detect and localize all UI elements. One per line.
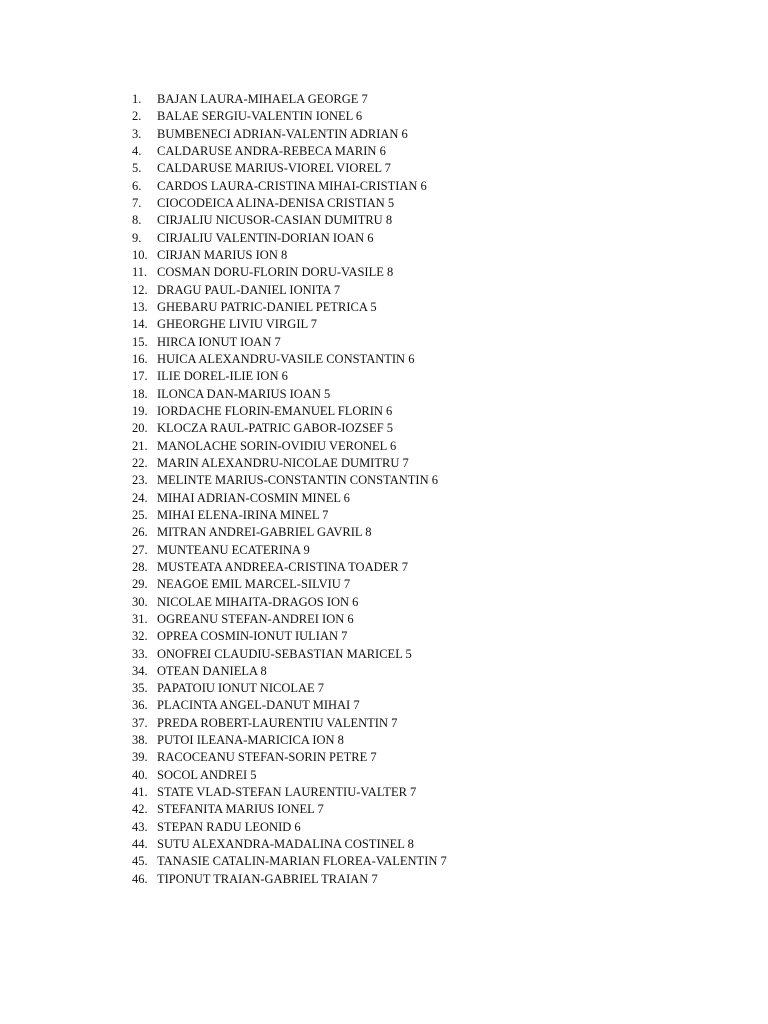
list-item <box>132 247 447 264</box>
list-item-text: RACOCEANU STEFAN-SORIN PETRE 7 <box>157 750 377 765</box>
list-item <box>132 559 447 576</box>
list-item-number: 15. <box>132 334 148 349</box>
list-item <box>132 767 447 784</box>
list-item-number: 27. <box>132 542 148 557</box>
list-item <box>132 143 447 160</box>
list-item-number: 20. <box>132 421 148 436</box>
list-item <box>132 801 447 818</box>
list-item-number: 44. <box>132 837 148 852</box>
list-item-number: 4. <box>132 143 142 158</box>
list-item-text: MARIN ALEXANDRU-NICOLAE DUMITRU 7 <box>157 455 409 470</box>
list-item <box>132 819 447 836</box>
list-item-text: MIHAI ADRIAN-COSMIN MINEL 6 <box>157 490 350 505</box>
list-item <box>132 126 447 143</box>
list-item-text: NEAGOE EMIL MARCEL-SILVIU 7 <box>157 577 351 592</box>
list-item-text: PAPATOIU IONUT NICOLAE 7 <box>157 681 325 696</box>
list-item-text: BUMBENECI ADRIAN-VALENTIN ADRIAN 6 <box>157 126 408 141</box>
list-item-number: 38. <box>132 733 148 748</box>
list-item-text: SOCOL ANDREI 5 <box>157 767 257 782</box>
list-item <box>132 628 447 645</box>
list-item-text: STEFANITA MARIUS IONEL 7 <box>157 802 324 817</box>
list-item <box>132 594 447 611</box>
list-item-text: BALAE SERGIU-VALENTIN IONEL 6 <box>157 109 363 124</box>
list-item-number: 17. <box>132 369 148 384</box>
list-item-number: 18. <box>132 386 148 401</box>
list-item <box>132 455 447 472</box>
list-item <box>132 230 447 247</box>
list-item <box>132 663 447 680</box>
list-item <box>132 403 447 420</box>
list-item-text: HUICA ALEXANDRU-VASILE CONSTANTIN 6 <box>157 351 415 366</box>
list-item-number: 2. <box>132 109 142 124</box>
list-item-text: MELINTE MARIUS-CONSTANTIN CONSTANTIN 6 <box>157 473 438 488</box>
list-item-text: TANASIE CATALIN-MARIAN FLOREA-VALENTIN 7 <box>157 854 447 869</box>
list-item-number: 11. <box>132 265 148 280</box>
list-item-number: 24. <box>132 490 148 505</box>
list-item-text: CARDOS LAURA-CRISTINA MIHAI-CRISTIAN 6 <box>157 178 427 193</box>
list-item-text: BAJAN LAURA-MIHAELA GEORGE 7 <box>157 92 368 106</box>
list-item-text: DRAGU PAUL-DANIEL IONITA 7 <box>157 282 341 297</box>
list-item-text: GHEBARU PATRIC-DANIEL PETRICA 5 <box>157 299 377 314</box>
list-item <box>132 836 447 853</box>
list-item-text: PLACINTA ANGEL-DANUT MIHAI 7 <box>157 698 360 713</box>
list-item-text: CALDARUSE MARIUS-VIOREL VIOREL 7 <box>157 161 391 176</box>
list-item-text: TIPONUT TRAIAN-GABRIEL TRAIAN 7 <box>157 871 378 886</box>
list-item-text: CIRJAN MARIUS ION 8 <box>157 247 288 262</box>
list-item <box>132 438 447 455</box>
list-item <box>132 697 447 714</box>
list-item-number: 19. <box>132 403 148 418</box>
list-item-text: HIRCA IONUT IOAN 7 <box>157 334 281 349</box>
list-item-text: OPREA COSMIN-IONUT IULIAN 7 <box>157 629 348 644</box>
list-item-number: 33. <box>132 646 148 661</box>
list-item-text: CALDARUSE ANDRA-REBECA MARIN 6 <box>157 143 386 158</box>
list-item-number: 39. <box>132 750 148 765</box>
list-item <box>132 576 447 593</box>
list-item <box>132 680 447 697</box>
list-item <box>132 542 447 559</box>
student-list <box>132 91 447 888</box>
list-item <box>132 178 447 195</box>
list-item-number: 6. <box>132 178 142 193</box>
list-item-number: 3. <box>132 126 142 141</box>
list-item <box>132 195 447 212</box>
list-item-number: 25. <box>132 507 148 522</box>
list-item-text: MUNTEANU ECATERINA 9 <box>157 542 310 557</box>
list-item-text: MIHAI ELENA-IRINA MINEL 7 <box>157 507 329 522</box>
list-item <box>132 853 447 870</box>
list-item <box>132 715 447 732</box>
list-item-number: 23. <box>132 473 148 488</box>
list-item-text: OGREANU STEFAN-ANDREI ION 6 <box>157 611 354 626</box>
list-item-text: COSMAN DORU-FLORIN DORU-VASILE 8 <box>157 265 394 280</box>
list-item-text: CIOCODEICA ALINA-DENISA CRISTIAN 5 <box>157 195 395 210</box>
list-item-text: CIRJALIU NICUSOR-CASIAN DUMITRU 8 <box>157 213 393 228</box>
list-item-text: ONOFREI CLAUDIU-SEBASTIAN MARICEL 5 <box>157 646 412 661</box>
list-item-text: MITRAN ANDREI-GABRIEL GAVRIL 8 <box>157 525 372 540</box>
list-item-number: 37. <box>132 715 148 730</box>
list-item <box>132 108 447 125</box>
list-item-number: 31. <box>132 611 148 626</box>
list-item <box>132 299 447 316</box>
list-item <box>132 749 447 766</box>
list-item <box>132 264 447 281</box>
list-item-number: 34. <box>132 663 148 678</box>
list-item-number: 43. <box>132 819 148 834</box>
list-item-number: 26. <box>132 525 148 540</box>
list-item <box>132 420 447 437</box>
list-item <box>132 316 447 333</box>
list-item <box>132 160 447 177</box>
list-item-text: IORDACHE FLORIN-EMANUEL FLORIN 6 <box>157 403 393 418</box>
list-item-number: 36. <box>132 698 148 713</box>
list-item-number: 1. <box>132 92 142 106</box>
list-item-text: SUTU ALEXANDRA-MADALINA COSTINEL 8 <box>157 837 414 852</box>
list-item <box>132 784 447 801</box>
list-item-text: ILIE DOREL-ILIE ION 6 <box>157 369 288 384</box>
list-item-number: 45. <box>132 854 148 869</box>
list-item-number: 46. <box>132 871 148 886</box>
list-item <box>132 386 447 403</box>
list-item-text: NICOLAE MIHAITA-DRAGOS ION 6 <box>157 594 359 609</box>
list-item-number: 5. <box>132 161 142 176</box>
list-item <box>132 507 447 524</box>
list-item-number: 7. <box>132 195 142 210</box>
list-item <box>132 524 447 541</box>
list-item-number: 28. <box>132 559 148 574</box>
list-item <box>132 646 447 663</box>
list-item <box>132 351 447 368</box>
list-item <box>132 368 447 385</box>
list-item-text: STEPAN RADU LEONID 6 <box>157 819 301 834</box>
list-item-number: 13. <box>132 299 148 314</box>
list-item-text: STATE VLAD-STEFAN LAURENTIU-VALTER 7 <box>157 785 417 800</box>
list-item-number: 41. <box>132 785 148 800</box>
list-item-text: CIRJALIU VALENTIN-DORIAN IOAN 6 <box>157 230 374 245</box>
list-item-number: 12. <box>132 282 148 297</box>
list-item-text: OTEAN DANIELA 8 <box>157 663 267 678</box>
list-item-number: 9. <box>132 230 142 245</box>
list-item-text: PREDA ROBERT-LAURENTIU VALENTIN 7 <box>157 715 398 730</box>
list-item <box>132 611 447 628</box>
list-item-text: MANOLACHE SORIN-OVIDIU VERONEL 6 <box>157 438 397 453</box>
list-item-number: 8. <box>132 213 142 228</box>
list-item-number: 32. <box>132 629 148 644</box>
list-item <box>132 732 447 749</box>
list-item-text: PUTOI ILEANA-MARICICA ION 8 <box>157 733 344 748</box>
list-item-number: 30. <box>132 594 148 609</box>
list-item-number: 16. <box>132 351 148 366</box>
list-item <box>132 212 447 229</box>
list-item <box>132 472 447 489</box>
list-item-number: 21. <box>132 438 148 453</box>
list-item-number: 10. <box>132 247 148 262</box>
list-item <box>132 91 447 108</box>
list-item <box>132 282 447 299</box>
list-item <box>132 871 447 888</box>
list-item-text: MUSTEATA ANDREEA-CRISTINA TOADER 7 <box>157 559 408 574</box>
list-item-text: ILONCA DAN-MARIUS IOAN 5 <box>157 386 331 401</box>
list-item-number: 29. <box>132 577 148 592</box>
list-item-number: 35. <box>132 681 148 696</box>
list-item-number: 40. <box>132 767 148 782</box>
list-item-text: KLOCZA RAUL-PATRIC GABOR-IOZSEF 5 <box>157 421 394 436</box>
list-item <box>132 334 447 351</box>
list-item-text: GHEORGHE LIVIU VIRGIL 7 <box>157 317 318 332</box>
list-item-number: 14. <box>132 317 148 332</box>
list-item <box>132 490 447 507</box>
list-item-number: 42. <box>132 802 148 817</box>
list-item-number: 22. <box>132 455 148 470</box>
